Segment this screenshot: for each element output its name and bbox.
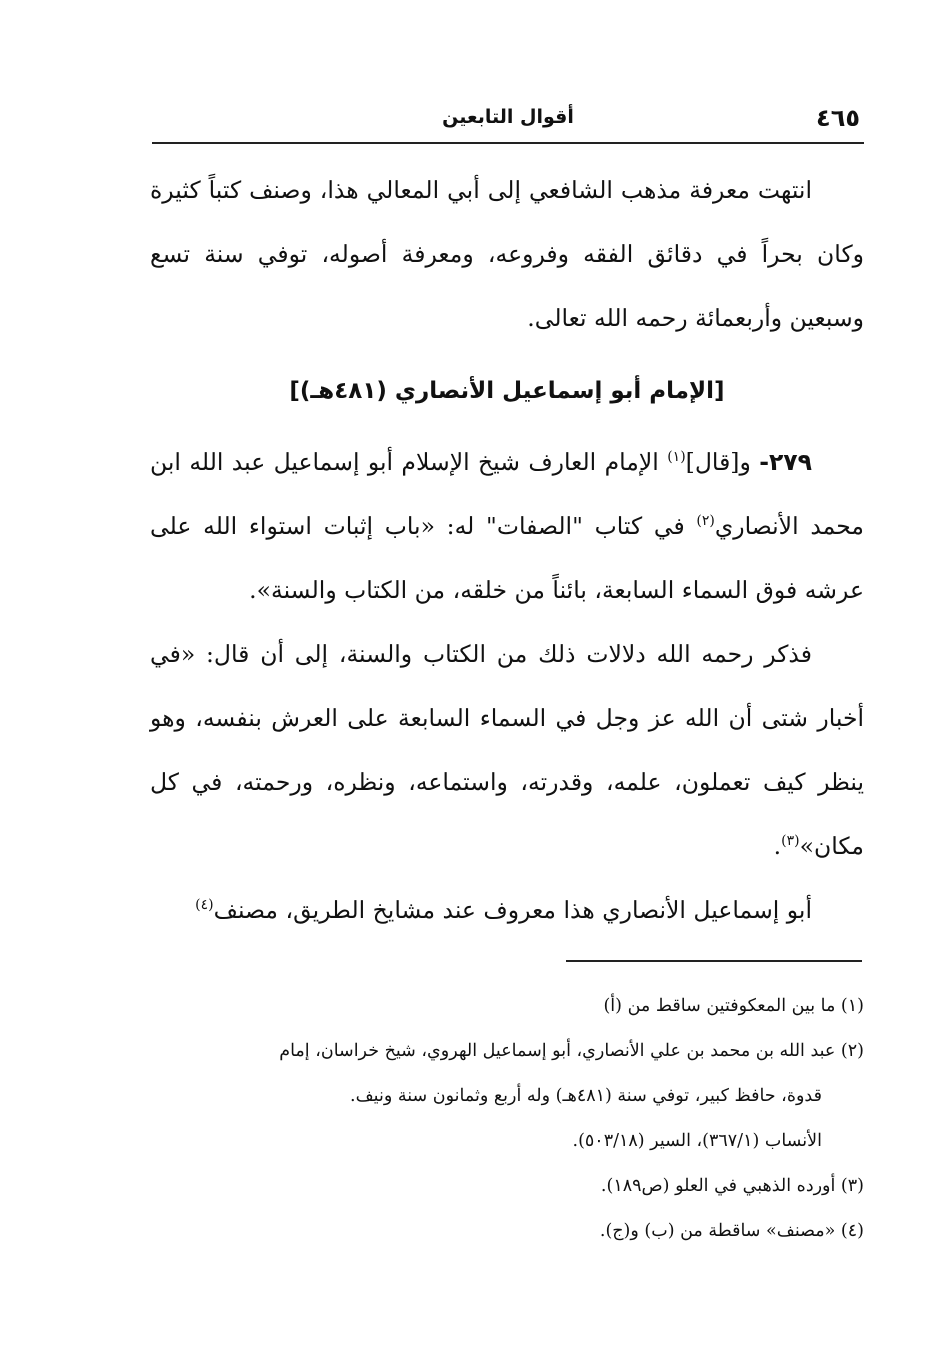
footnote-separator <box>566 960 862 962</box>
footnote-2-line-2: قدوة، حافظ كبير، توفي سنة (٤٨١هـ) وله أربع وثمانون سنة ونيف. <box>350 1086 822 1106</box>
page-header <box>152 100 864 140</box>
item-number: ٢٧٩- <box>759 448 812 476</box>
footnote-2-line-1: (٢) عبد الله بن محمد بن علي الأنصاري، أبو إسماعيل الهروي، شيخ خراسان، إمام <box>279 1041 864 1061</box>
paragraph-2-text-c: في كتاب "الصفات" له: «باب إثبات استواء الله على عرشه فوق السماء السابعة، بائناً من خلقه، من الكتاب والسنة». <box>150 512 864 604</box>
paragraph-2 <box>150 430 864 622</box>
paragraph-3-text: فذكر رحمه الله دلالات ذلك من الكتاب والسنة، إلى أن قال: «في أخبار شتى أن الله عز وجل في السماء السابعة على العرش بنفسه، وهو ينظر كيف تعملون، علمه، وقدرته، واستماعه، ونظره، ورحمته، في كل مكان» <box>150 640 864 860</box>
footnote-ref-3[interactable]: (٣) <box>781 833 800 850</box>
paragraph-3 <box>150 622 864 878</box>
paragraph-2-text-a: و[قال] <box>685 448 751 476</box>
paragraph-1: انتهت معرفة مذهب الشافعي إلى أبي المعالي هذا، وصنف كتباً كثيرة وكان بحراً في دقائق الفقه وفروعه، ومعرفة أصوله، توفي سنة تسع وسبعين وأربعمائة رحمه الله تعالى. <box>150 176 864 332</box>
footnote-ref-1[interactable]: (١) <box>667 449 686 466</box>
footnotes <box>150 984 864 1254</box>
paragraph-2-text-b: الإمام العارف شيخ الإسلام أبو إسماعيل عبد الله ابن محمد الأنصاري <box>150 448 864 540</box>
paragraph-4 <box>150 878 864 942</box>
running-title: أقوال التابعين <box>442 106 574 128</box>
footnote-3: (٣) أورده الذهبي في العلو (ص١٨٩). <box>600 1176 864 1196</box>
paragraph-4-text: أبو إسماعيل الأنصاري هذا معروف عند مشايخ الطريق، مصنف <box>213 896 812 924</box>
section-heading: [الإمام أبو إسماعيل الأنصاري (٤٨١هـ)] <box>289 378 725 404</box>
footnote-2 <box>150 1029 864 1164</box>
paragraph-3-end: . <box>773 832 782 860</box>
footnote-1: (١) ما بين المعكوفتين ساقط من (أ) <box>603 996 864 1016</box>
footnote-4: (٤) «مصنف» ساقطة من (ب) و(ج). <box>599 1221 864 1241</box>
page-number: ٤٦٥ <box>816 104 860 132</box>
footnote-ref-4[interactable]: (٤) <box>195 897 214 914</box>
footnote-ref-2[interactable]: (٢) <box>696 513 715 530</box>
main-text <box>150 158 864 942</box>
header-rule <box>152 142 864 144</box>
footnote-2-line-3: الأنساب (٣٦٧/١)، السير (٥٠٣/١٨). <box>572 1131 822 1151</box>
